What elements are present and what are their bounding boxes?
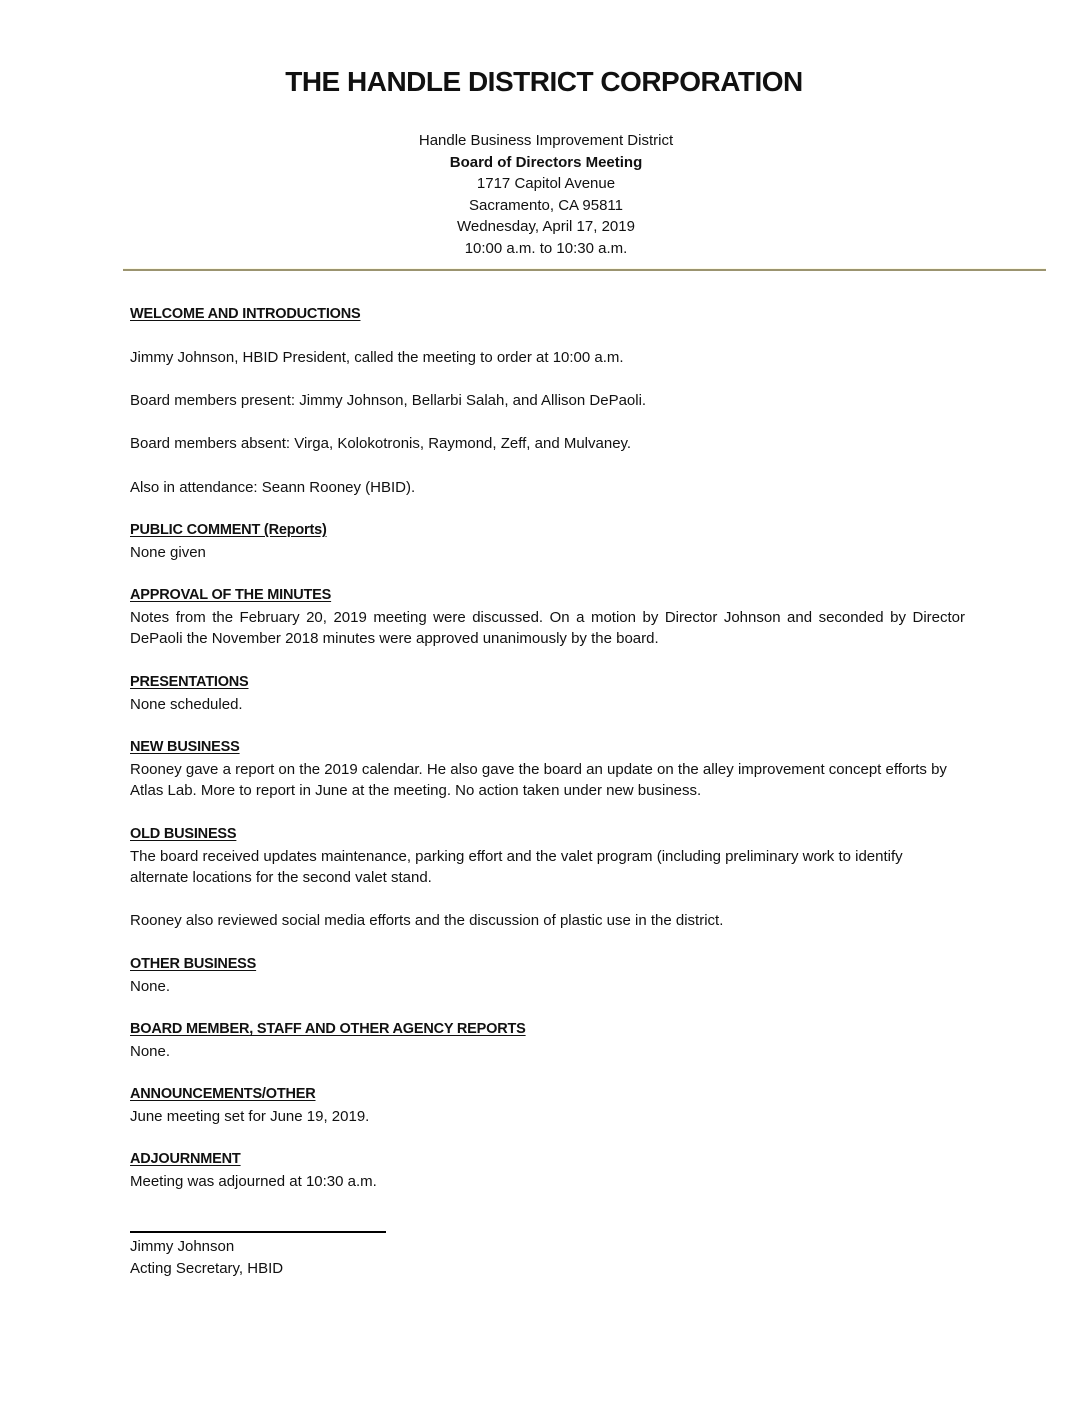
welcome-members-present: Board members present: Jimmy Johnson, Bellarbi Salah, and Allison DePaoli. xyxy=(130,392,647,409)
section-text: None given xyxy=(130,543,206,561)
section-heading: APPROVAL OF THE MINUTES xyxy=(130,587,332,603)
section-text: None. xyxy=(130,1042,171,1060)
welcome-members-absent: Board members absent: Virga, Kolokotronis, Raymond, Zeff, and Mulvaney. xyxy=(130,435,632,452)
section-heading: ADJOURNMENT xyxy=(130,1151,241,1167)
section-other-business xyxy=(130,954,965,997)
section-public-comment xyxy=(130,520,965,563)
section-heading: BOARD MEMBER, STAFF AND OTHER AGENCY REPORTS xyxy=(130,1021,526,1037)
old-business-social-media: Rooney also reviewed social media efforts and the discussion of plastic use in the district. xyxy=(130,912,724,929)
section-announcements xyxy=(130,1084,965,1127)
address-line-2: Sacramento, CA 95811 xyxy=(469,196,623,214)
section-adjournment xyxy=(130,1149,965,1192)
section-heading: ANNOUNCEMENTS/OTHER xyxy=(130,1086,316,1102)
address-line-1: 1717 Capitol Avenue xyxy=(476,175,616,193)
section-heading: OLD BUSINESS xyxy=(130,826,237,842)
document-title: THE HANDLE DISTRICT CORPORATION xyxy=(285,66,803,97)
signatory-title: Acting Secretary, HBID xyxy=(130,1259,284,1277)
section-heading: NEW BUSINESS xyxy=(130,739,240,755)
section-welcome xyxy=(130,304,965,326)
section-agency-reports xyxy=(130,1019,965,1062)
welcome-attendance: Also in attendance: Seann Rooney (HBID). xyxy=(130,479,416,496)
section-new-business xyxy=(130,737,965,802)
section-heading: OTHER BUSINESS xyxy=(130,956,257,972)
signature-line xyxy=(130,1231,386,1233)
section-text: None scheduled. xyxy=(130,695,243,713)
section-text: Rooney gave a report on the 2019 calendar. He also gave the board an update on the alley improvement concept efforts by Atlas Lab. More to report in June at the meeting. No action taken under new business. xyxy=(130,760,947,800)
section-presentations xyxy=(130,672,965,715)
section-heading: PUBLIC COMMENT (Reports) xyxy=(130,522,327,538)
section-heading: PRESENTATIONS xyxy=(130,674,249,690)
meeting-time: 10:00 a.m. to 10:30 a.m. xyxy=(464,239,628,257)
section-old-business xyxy=(130,824,965,889)
signatory-name: Jimmy Johnson xyxy=(130,1238,235,1255)
section-text: Meeting was adjourned at 10:30 a.m. xyxy=(130,1172,377,1190)
welcome-call-to-order: Jimmy Johnson, HBID President, called the meeting to order at 10:00 a.m. xyxy=(130,349,624,366)
meeting-info xyxy=(0,130,1088,260)
meeting-date: Wednesday, April 17, 2019 xyxy=(457,218,635,236)
section-text: None. xyxy=(130,977,171,995)
organization-name: Handle Business Improvement District xyxy=(418,132,674,149)
section-text: Notes from the February 20, 2019 meeting were discussed. On a motion by Director Johnson and seconded by Director DePaoli the November 2018 minutes were approved unanimously by the board. xyxy=(130,608,965,648)
header-divider xyxy=(123,269,1046,271)
section-approval-of-minutes xyxy=(130,585,965,650)
section-text: The board received updates maintenance, parking effort and the valet program (including preliminary work to identify alternate locations for the second valet stand. xyxy=(130,847,903,887)
section-text: June meeting set for June 19, 2019. xyxy=(130,1107,370,1125)
signature-block xyxy=(130,1236,965,1279)
section-heading: WELCOME AND INTRODUCTIONS xyxy=(130,306,361,322)
meeting-name: Board of Directors Meeting xyxy=(449,153,643,171)
